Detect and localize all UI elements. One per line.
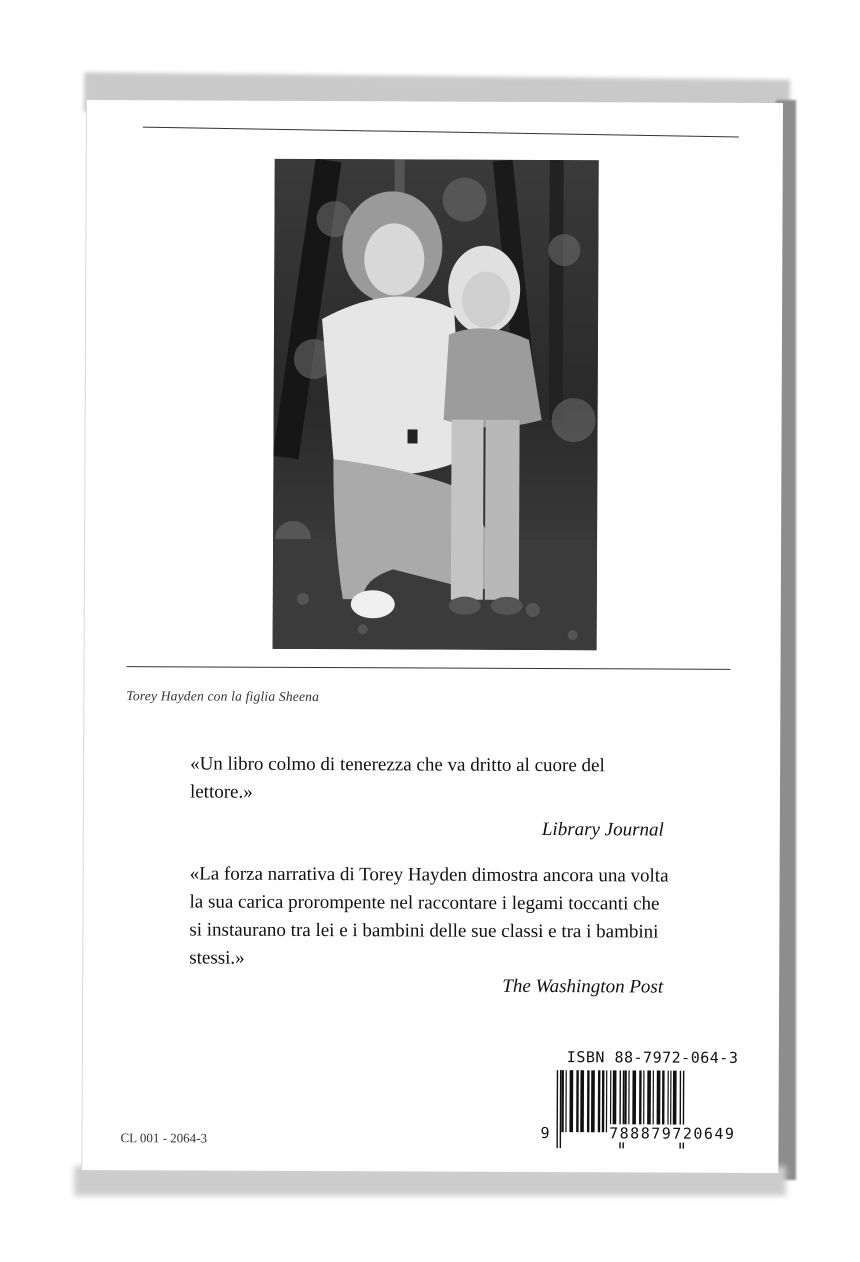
barcode-bar [569, 1070, 573, 1132]
barcode-bar [639, 1070, 642, 1132]
barcode-bar [670, 1071, 671, 1133]
barcode-bar [602, 1070, 605, 1132]
barcode-bar [662, 1071, 665, 1133]
barcode-bar [657, 1070, 661, 1132]
barcode-bar [598, 1070, 601, 1132]
barcode-bar [606, 1070, 607, 1132]
review-source-1: Library Journal [541, 818, 664, 841]
review-quote-1: «Un libro colmo di tenerezza che va dritto al cuore del lettore.» [189, 753, 605, 803]
author-photo [273, 159, 599, 650]
barcode-bar [624, 1070, 627, 1132]
isbn-number: ISBN 88-7972-064-3 [566, 1048, 739, 1067]
catalog-code: CL 001 - 2064-3 [120, 1130, 208, 1146]
barcode-bar [591, 1070, 595, 1132]
barcode-bar [580, 1070, 584, 1132]
barcode-bar [632, 1070, 636, 1132]
barcode-bar [647, 1070, 651, 1132]
barcode-digits [540, 1124, 736, 1143]
review-quote-2: «La forza narrativa di Torey Hayden dimostra ancora una volta la sua carica prorompente nel raccontare i legami toccanti che si instaurano tra lei e i bambini delle sue classi e tra i bambini stessi.» [189, 863, 669, 969]
barcode-bar [561, 1070, 564, 1132]
bottom-rule [127, 666, 731, 670]
back-cover [81, 100, 783, 1173]
barcode-bar [613, 1070, 617, 1132]
review-source-2: The Washington Post [502, 975, 664, 998]
top-rule [143, 127, 739, 138]
barcode-bar [673, 1071, 677, 1133]
barcode-bar [653, 1070, 654, 1132]
barcode-bar [576, 1070, 579, 1132]
barcode-bar [628, 1070, 629, 1132]
barcode-bar [587, 1070, 590, 1132]
photo-caption: Torey Hayden con la figlia Sheena [126, 688, 320, 705]
barcode-first-digit: 9 [540, 1123, 550, 1143]
barcode-bar [565, 1070, 566, 1132]
barcode-bar [610, 1070, 611, 1132]
barcode-bar [643, 1070, 644, 1132]
barcode-bar [667, 1071, 668, 1133]
barcode-digit-string: 788879720649 [609, 1124, 736, 1143]
barcode [552, 1070, 730, 1157]
photo-illustration [273, 159, 599, 650]
